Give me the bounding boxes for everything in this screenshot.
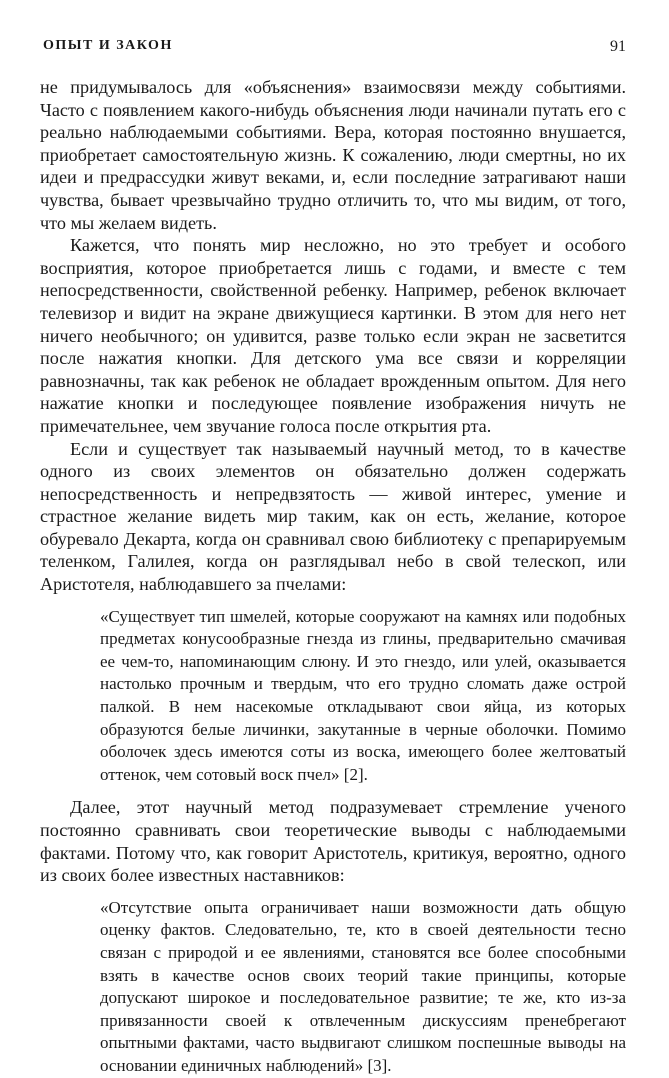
body-text	[40, 76, 626, 1078]
block-quote-1	[40, 606, 626, 787]
block-quote-2	[40, 897, 626, 1078]
paragraph-2: Кажется, что понять мир несложно, но это требует и особого восприятия, которое приобретается лишь с годами, и вместе с тем непосредственности, свойственной ребенку. Например, ребенок включает телевизор и видит на экране движущиеся картинки. В этом для него нет ничего необычного; он удивится, разве только если экран не засветится после нажатия кнопки. Для детского ума все связи и корреляции равнозначны, так как ребенок не обладает врожденным опытом. Для него нажатие кнопки и последующее появление изображения ничуть не примечательнее, чем звучание голоса после открытия рта.	[40, 235, 626, 436]
paragraph-1: не придумывалось для «объяснения» взаимосвязи между событиями. Часто с появлением какого-нибудь объяснения люди начинали путать его с реально наблюдаемыми событиями. Вера, которая постоянно внушается, приобретает самостоятельную жизнь. К сожалению, люди смертны, но их идеи и предрассудки живут веками, и, если последние затрагивают наши чувства, бывает чрезвычайно трудно отличить то, что мы видим, от того, что мы желаем видеть.	[40, 77, 626, 233]
running-title: ОПЫТ И ЗАКОН	[43, 38, 173, 53]
quote-2-text: «Отсутствие опыта ограничивает наши возможности дать общую оценку фактов. Следовательно, те, кто в своей деятельности тесно связан с природой и ее явлениями, становятся все более способными взять в качестве основ своих теорий такие принципы, которые допускают широкое и последовательное развитие; те же, кто из-за привязанности своей к отвлеченным дискуссиям пренебрегают опытными фактами, часто выдвигают слишком поспешные выводы на основании единичных наблюдений» [3].	[100, 897, 626, 1075]
paragraph-4: Далее, этот научный метод подразумевает стремление ученого постоянно сравнивать свои теоретические выводы с наблюдаемыми фактами. Потому что, как говорит Аристотель, критикуя, вероятно, одного из своих более известных наставников:	[40, 797, 626, 886]
quote-1-text: «Существует тип шмелей, которые сооружают на камнях или подобных предметах конусообразные гнезда из глины, предварительно смачивая ее чем-то, напоминающим слюну. И это гнездо, или улей, оказывается настолько прочным и твердым, что его трудно сломать даже острой палкой. В нем насекомые откладывают свои яйца, из которых образуются белые личинки, закутанные в черные оболочки. Помимо оболочек здесь имеются соты из воска, имеющего более желтоватый оттенок, чем сотовый воск пчел» [2].	[100, 606, 626, 784]
paragraph-3: Если и существует так называемый научный метод, то в качестве одного из своих элементов он обязательно должен содержать непосредственность и непредвзятость — живой интерес, умение и страстное желание видеть мир таким, как он есть, желание, которое обуревало Декарта, когда он сравнивал свою библиотеку с препарируемым теленком, Галилея, когда он разглядывал небо в свой телескоп, или Аристотеля, наблюдавшего за пчелами:	[40, 438, 626, 595]
page-number: 91	[610, 38, 626, 55]
